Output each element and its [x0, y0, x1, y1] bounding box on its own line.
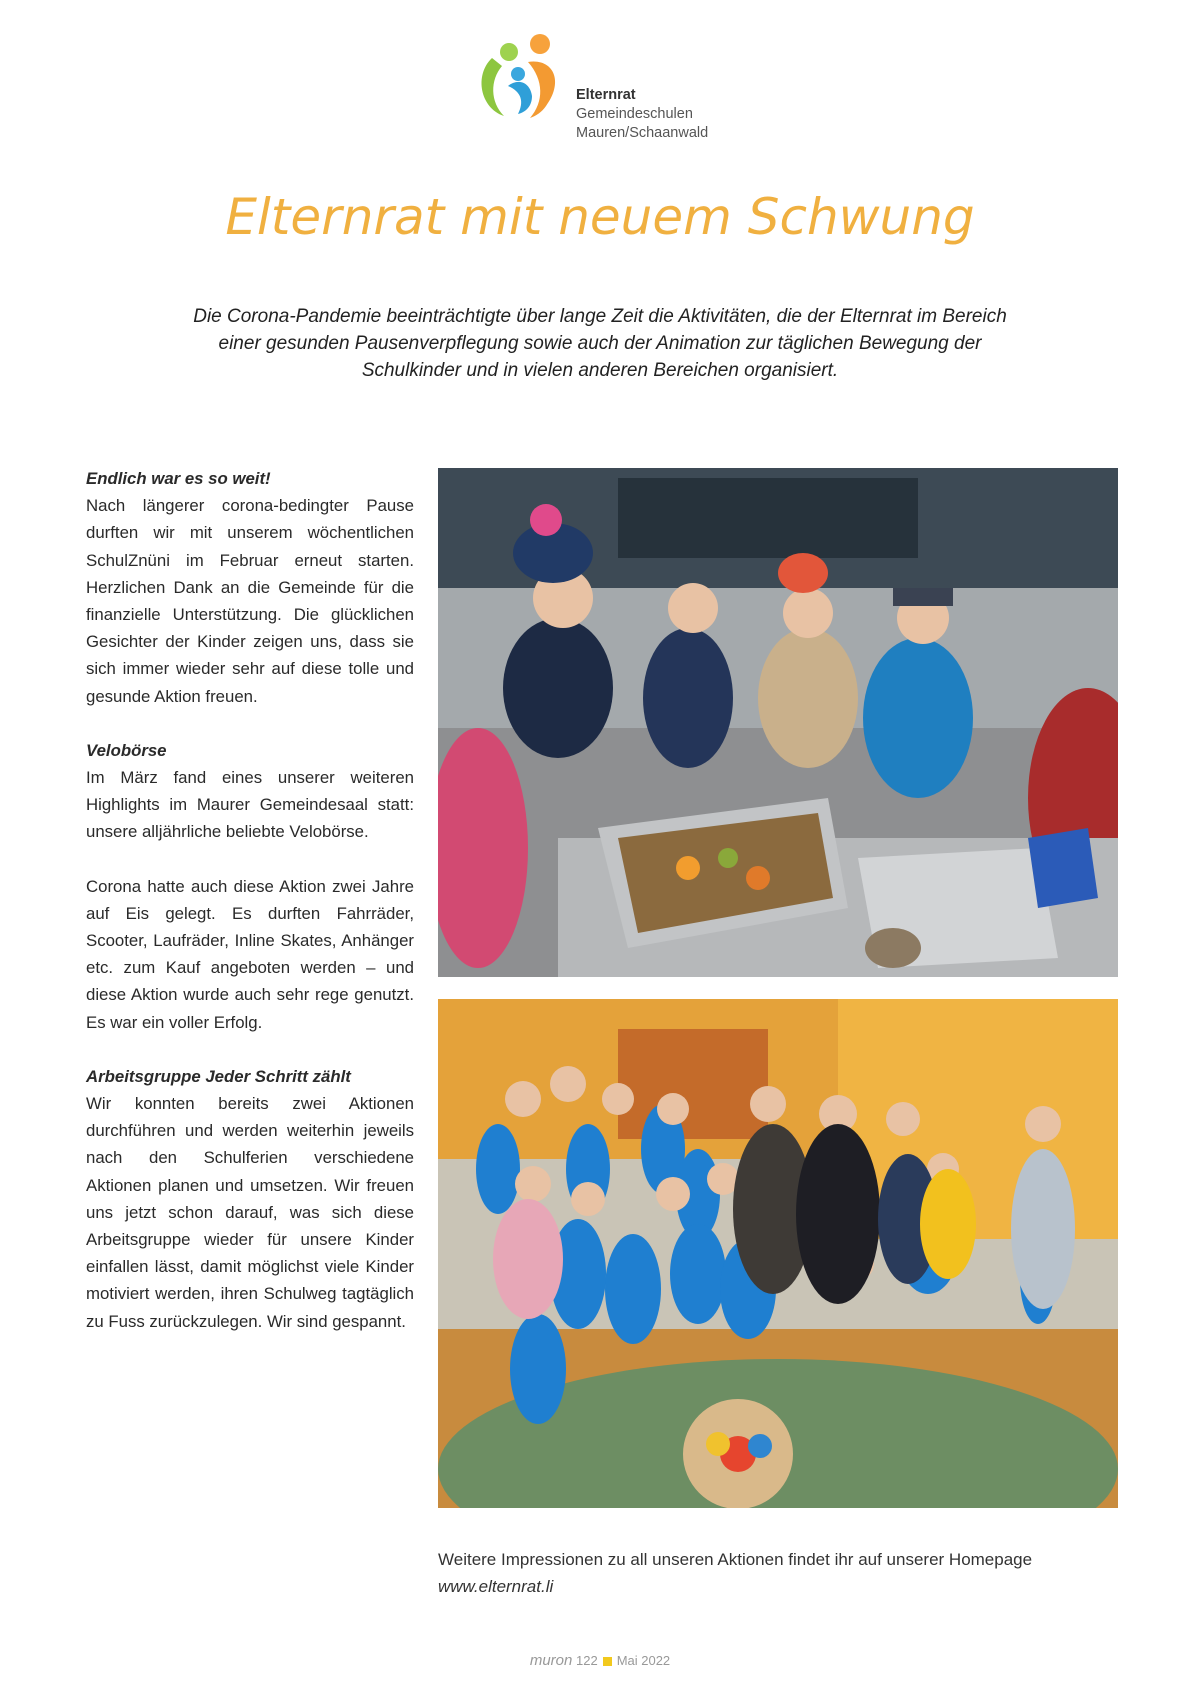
footer-note	[438, 1546, 1032, 1600]
section-text-2b: Corona hatte auch diese Aktion zwei Jahre auf Eis gelegt. Es durften Fahrräder, Scooter, Laufräder, Inline Skates, Anhänger etc. zum Kauf angeboten werden – und diese Aktion wurde auch sehr rege genutzt. Es war ein voller Erfolg.	[86, 876, 414, 1032]
section-text-3: Wir konnten bereits zwei Aktionen durchführen und werden weiterhin jeweils nach den Schulferien verschiedene Aktionen planen und umsetzen. Wir freuen uns jetzt schon darauf, was sich diese Arbeitsgruppe wieder für unsere Kinder einfallen lässt, damit möglichst viele Kinder motiviert werden, ihren Schulweg tagtäglich zu Fuss zurückzulegen. Wir sind gespannt.	[86, 1094, 414, 1331]
issue-date: Mai 2022	[616, 1653, 671, 1668]
section-heading-3: Arbeitsgruppe Jeder Schritt zählt	[86, 1066, 351, 1086]
logo	[472, 30, 734, 145]
footer-note-text: Weitere Impressionen zu all unseren Aktionen findet ihr auf unserer Homepage	[438, 1550, 1033, 1569]
section-text-2: Im März fand eines unserer weiteren Highlights im Maurer Gemeindesaal statt: unsere alljährliche beliebte Velobörse.	[86, 768, 414, 842]
elternrat-logo-mark	[472, 30, 572, 130]
photo-arbeitsgruppe	[438, 999, 1118, 1508]
magazine-name: muron	[529, 1652, 573, 1669]
section-heading-1: Endlich war es so weit!	[86, 469, 271, 488]
section-heading-2: Velobörse	[86, 740, 167, 760]
logo-line-2: Gemeindeschulen	[576, 106, 693, 122]
separator-square-icon	[603, 1657, 612, 1666]
lead-paragraph: Die Corona-Pandemie beeinträchtigte über lange Zeit die Aktivitäten, die der Elternrat im Bereich einer gesunden Pausenverpflegung sowie auch der Animation zur täglichen Bewegung der Schulkinder und in vielen anderen Bereichen organisiert.	[193, 306, 1007, 381]
issue-number: 122	[575, 1653, 598, 1668]
photo-schulznueni	[438, 468, 1118, 977]
page-title: Elternrat mit neuem Schwung	[225, 188, 975, 246]
logo-name: Elternrat	[576, 87, 636, 103]
logo-text	[576, 86, 708, 143]
logo-line-3: Mauren/Schaanwald	[576, 125, 709, 141]
article-column	[86, 465, 414, 1335]
homepage-link[interactable]: www.elternrat.li	[438, 1577, 554, 1596]
section-text-1: Nach längerer corona-bedingter Pause durften wir mit unserem wöchentlichen SchulZnüni im Februar erneut starten. Herzlichen Dank an die Gemeinde für die finanzielle Unterstützung. Die glücklichen Gesichter der Kinder zeigen uns, dass sie sich immer wieder sehr auf diese tolle und gesunde Aktion freuen.	[86, 496, 414, 706]
page-footer	[0, 1652, 1200, 1669]
